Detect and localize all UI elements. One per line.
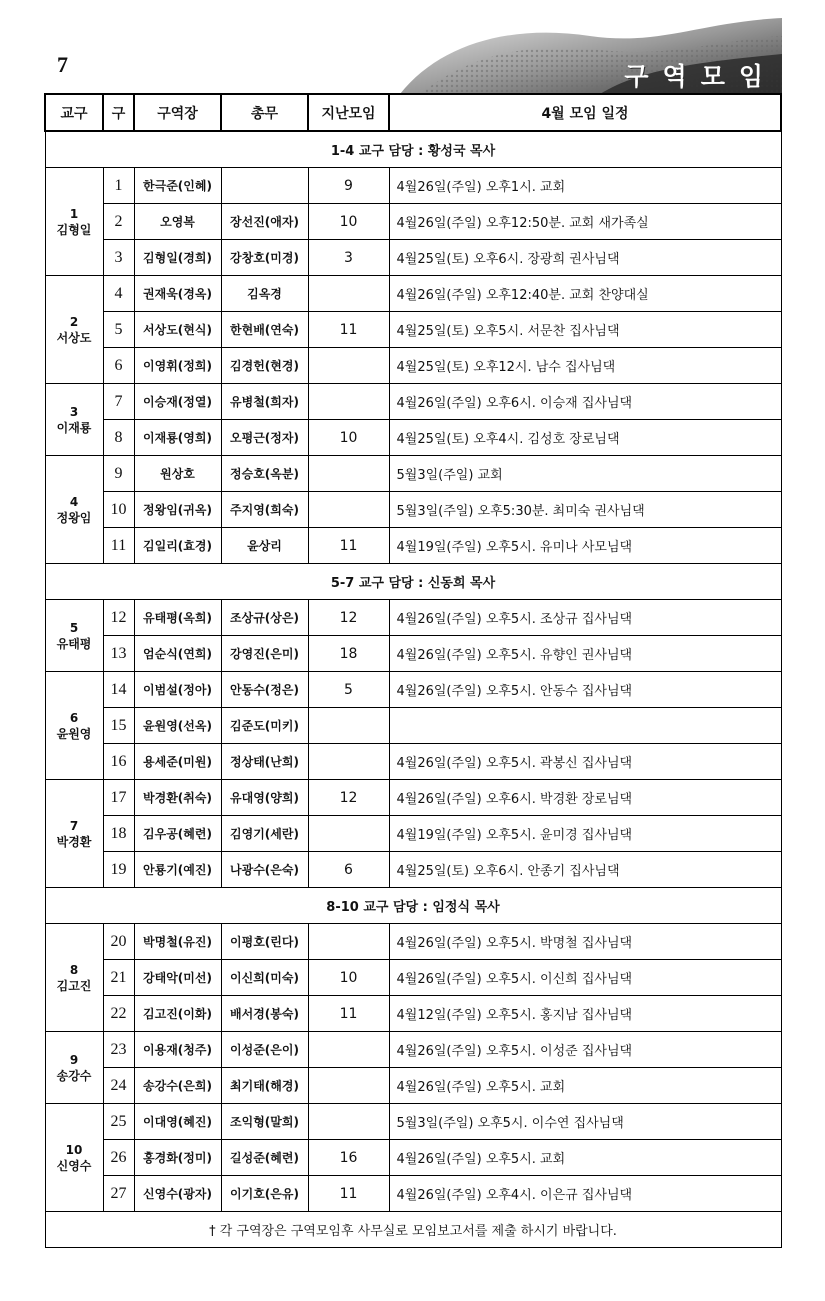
group-leader: 엄순식(연희) xyxy=(134,636,221,672)
group-number: 27 xyxy=(103,1176,134,1212)
group-number: 25 xyxy=(103,1104,134,1140)
district-number: 1 xyxy=(69,206,79,221)
district-cell xyxy=(45,168,103,276)
group-number: 16 xyxy=(103,744,134,780)
group-officer: 조상규(상은) xyxy=(221,600,308,636)
group-number: 26 xyxy=(103,1140,134,1176)
meeting-schedule: 4월26일(주일) 오후4시. 이은규 집사님댁 xyxy=(389,1176,781,1212)
group-officer: 강창호(미경) xyxy=(221,240,308,276)
meeting-schedule: 4월12일(주일) 오후5시. 홍지남 집사님댁 xyxy=(389,996,781,1032)
meeting-schedule: 4월26일(주일) 오후5시. 이성준 집사님댁 xyxy=(389,1032,781,1068)
meeting-schedule: 4월26일(주일) 오후6시. 이승재 집사님댁 xyxy=(389,384,781,420)
district-number: 9 xyxy=(69,1052,79,1067)
table-row xyxy=(45,528,781,564)
last-meeting-attendance: 11 xyxy=(308,528,389,564)
district-number: 10 xyxy=(65,1142,83,1157)
header-officer: 총무 xyxy=(221,94,308,131)
group-number: 2 xyxy=(103,204,134,240)
meeting-schedule: 4월19일(주일) 오후5시. 윤미경 집사님댁 xyxy=(389,816,781,852)
group-number: 6 xyxy=(103,348,134,384)
group-officer: 배서경(봉숙) xyxy=(221,996,308,1032)
group-number: 8 xyxy=(103,420,134,456)
page-number: 7 xyxy=(57,52,68,77)
group-number: 11 xyxy=(103,528,134,564)
meeting-schedule: 4월26일(주일) 오후5시. 안동수 집사님댁 xyxy=(389,672,781,708)
meeting-schedule xyxy=(389,708,781,744)
table-row xyxy=(45,708,781,744)
last-meeting-attendance: 12 xyxy=(308,600,389,636)
group-number: 1 xyxy=(103,168,134,204)
table-row xyxy=(45,168,781,204)
last-meeting-attendance xyxy=(308,1032,389,1068)
district-leader: 서상도 xyxy=(56,330,92,345)
table-row xyxy=(45,240,781,276)
group-officer xyxy=(221,168,308,204)
group-number: 19 xyxy=(103,852,134,888)
table-row xyxy=(45,960,781,996)
group-leader: 김우공(혜련) xyxy=(134,816,221,852)
district-cell xyxy=(45,276,103,384)
district-cell xyxy=(45,1104,103,1212)
table-row xyxy=(45,636,781,672)
district-cell xyxy=(45,600,103,672)
meeting-schedule: 4월26일(주일) 오후5시. 이신희 집사님댁 xyxy=(389,960,781,996)
group-officer: 강영진(은미) xyxy=(221,636,308,672)
table-row xyxy=(45,1068,781,1104)
group-leader: 이범설(정아) xyxy=(134,672,221,708)
table-row xyxy=(45,420,781,456)
group-officer: 이신희(미숙) xyxy=(221,960,308,996)
group-number: 17 xyxy=(103,780,134,816)
group-leader: 이용재(청주) xyxy=(134,1032,221,1068)
table-header-row xyxy=(45,94,781,131)
footer-row xyxy=(45,1212,781,1248)
meeting-schedule: 4월25일(토) 오후6시. 장광희 권사님댁 xyxy=(389,240,781,276)
group-leader: 윤원영(선옥) xyxy=(134,708,221,744)
district-leader: 신영수 xyxy=(56,1158,92,1173)
district-leader: 윤원영 xyxy=(56,726,92,741)
group-number: 18 xyxy=(103,816,134,852)
group-leader: 이재룡(영희) xyxy=(134,420,221,456)
district-cell xyxy=(45,456,103,564)
last-meeting-attendance: 11 xyxy=(308,1176,389,1212)
section-title: 5-7 교구 담당 : 신동희 목사 xyxy=(45,564,781,600)
district-cell xyxy=(45,672,103,780)
group-officer: 이기호(은유) xyxy=(221,1176,308,1212)
table-row xyxy=(45,204,781,240)
group-officer: 정승호(옥분) xyxy=(221,456,308,492)
last-meeting-attendance xyxy=(308,276,389,312)
meeting-schedule: 5월3일(주일) 교회 xyxy=(389,456,781,492)
table-row xyxy=(45,348,781,384)
last-meeting-attendance: 10 xyxy=(308,960,389,996)
footer-note: † 각 구역장은 구역모임후 사무실로 모임보고서를 제출 하시기 바랍니다. xyxy=(45,1212,781,1248)
table-row xyxy=(45,924,781,960)
group-officer: 길성준(혜련) xyxy=(221,1140,308,1176)
district-leader: 박경환 xyxy=(56,834,92,849)
group-leader: 이영휘(정희) xyxy=(134,348,221,384)
group-officer: 조익형(말희) xyxy=(221,1104,308,1140)
group-officer: 이평호(린다) xyxy=(221,924,308,960)
section-header-row xyxy=(45,888,781,924)
last-meeting-attendance: 12 xyxy=(308,780,389,816)
district-number: 4 xyxy=(69,494,79,509)
group-leader: 정왕임(귀옥) xyxy=(134,492,221,528)
group-leader: 오영복 xyxy=(134,204,221,240)
group-number: 24 xyxy=(103,1068,134,1104)
group-leader: 박명철(유진) xyxy=(134,924,221,960)
district-number: 5 xyxy=(69,620,79,635)
group-leader: 유태평(옥희) xyxy=(134,600,221,636)
district-leader: 김형일 xyxy=(56,222,92,237)
last-meeting-attendance xyxy=(308,456,389,492)
last-meeting-attendance: 10 xyxy=(308,204,389,240)
header-group-leader: 구역장 xyxy=(134,94,221,131)
group-officer: 이성준(은이) xyxy=(221,1032,308,1068)
last-meeting-attendance: 10 xyxy=(308,420,389,456)
district-cell xyxy=(45,384,103,456)
header-district: 교구 xyxy=(45,94,103,131)
last-meeting-attendance: 5 xyxy=(308,672,389,708)
group-officer: 안동수(정은) xyxy=(221,672,308,708)
district-meeting-table xyxy=(44,93,782,1248)
group-leader: 신영수(광자) xyxy=(134,1176,221,1212)
district-cell xyxy=(45,780,103,888)
group-leader: 송강수(은희) xyxy=(134,1068,221,1104)
last-meeting-attendance xyxy=(308,924,389,960)
group-leader: 박경환(취숙) xyxy=(134,780,221,816)
table-row xyxy=(45,492,781,528)
last-meeting-attendance xyxy=(308,816,389,852)
district-leader: 정왕임 xyxy=(56,510,92,525)
group-number: 13 xyxy=(103,636,134,672)
district-number: 7 xyxy=(69,818,79,833)
group-leader: 홍경화(정미) xyxy=(134,1140,221,1176)
table-row xyxy=(45,852,781,888)
group-number: 15 xyxy=(103,708,134,744)
district-cell xyxy=(45,1032,103,1104)
group-number: 21 xyxy=(103,960,134,996)
group-officer: 김영기(세란) xyxy=(221,816,308,852)
group-officer: 한현배(연숙) xyxy=(221,312,308,348)
meeting-schedule: 4월26일(주일) 오후5시. 조상규 집사님댁 xyxy=(389,600,781,636)
table-row xyxy=(45,1140,781,1176)
table-row xyxy=(45,1104,781,1140)
last-meeting-attendance: 16 xyxy=(308,1140,389,1176)
section-title: 8-10 교구 담당 : 임정식 목사 xyxy=(45,888,781,924)
meeting-schedule: 4월26일(주일) 오후1시. 교회 xyxy=(389,168,781,204)
meeting-schedule: 5월3일(주일) 오후5:30분. 최미숙 권사님댁 xyxy=(389,492,781,528)
group-leader: 원상호 xyxy=(134,456,221,492)
group-officer: 장선진(애자) xyxy=(221,204,308,240)
header-group: 구 xyxy=(103,94,134,131)
group-number: 7 xyxy=(103,384,134,420)
meeting-schedule: 4월26일(주일) 오후5시. 교회 xyxy=(389,1068,781,1104)
last-meeting-attendance: 11 xyxy=(308,996,389,1032)
table-row xyxy=(45,672,781,708)
district-leader: 이재룡 xyxy=(56,420,92,435)
group-leader: 김고진(이화) xyxy=(134,996,221,1032)
meeting-schedule: 4월25일(토) 오후6시. 안종기 집사님댁 xyxy=(389,852,781,888)
group-number: 12 xyxy=(103,600,134,636)
group-leader: 이대영(혜진) xyxy=(134,1104,221,1140)
group-number: 20 xyxy=(103,924,134,960)
group-officer: 오평근(정자) xyxy=(221,420,308,456)
group-officer: 나광수(은숙) xyxy=(221,852,308,888)
group-leader: 김형일(경희) xyxy=(134,240,221,276)
group-leader: 서상도(현식) xyxy=(134,312,221,348)
banner-title: 구역모임 xyxy=(624,62,777,91)
group-number: 14 xyxy=(103,672,134,708)
meeting-schedule: 4월26일(주일) 오후5시. 교회 xyxy=(389,1140,781,1176)
table-row xyxy=(45,744,781,780)
table-row xyxy=(45,600,781,636)
group-number: 9 xyxy=(103,456,134,492)
group-leader: 용세준(미원) xyxy=(134,744,221,780)
table-row xyxy=(45,276,781,312)
group-number: 3 xyxy=(103,240,134,276)
table-row xyxy=(45,996,781,1032)
table-row xyxy=(45,816,781,852)
header-last-meeting: 지난모임 xyxy=(308,94,389,131)
last-meeting-attendance xyxy=(308,708,389,744)
group-number: 4 xyxy=(103,276,134,312)
last-meeting-attendance: 18 xyxy=(308,636,389,672)
meeting-schedule: 5월3일(주일) 오후5시. 이수연 집사님댁 xyxy=(389,1104,781,1140)
group-number: 10 xyxy=(103,492,134,528)
table-row xyxy=(45,1176,781,1212)
last-meeting-attendance xyxy=(308,1068,389,1104)
district-leader: 유태평 xyxy=(56,636,92,651)
table-row xyxy=(45,780,781,816)
section-title: 1-4 교구 담당 : 황성국 목사 xyxy=(45,131,781,168)
group-leader: 강태악(미선) xyxy=(134,960,221,996)
group-leader: 이승재(정열) xyxy=(134,384,221,420)
header-april-schedule: 4월 모임 일정 xyxy=(389,94,781,131)
last-meeting-attendance xyxy=(308,744,389,780)
group-officer: 유병철(희자) xyxy=(221,384,308,420)
table-row xyxy=(45,456,781,492)
group-number: 5 xyxy=(103,312,134,348)
group-leader: 김일리(효경) xyxy=(134,528,221,564)
last-meeting-attendance xyxy=(308,492,389,528)
last-meeting-attendance: 9 xyxy=(308,168,389,204)
district-cell xyxy=(45,924,103,1032)
meeting-schedule: 4월19일(주일) 오후5시. 유미나 사모님댁 xyxy=(389,528,781,564)
district-leader: 송강수 xyxy=(56,1068,92,1083)
group-officer: 최기태(해경) xyxy=(221,1068,308,1104)
table-row xyxy=(45,1032,781,1068)
group-number: 22 xyxy=(103,996,134,1032)
group-officer: 김경헌(현경) xyxy=(221,348,308,384)
section-header-row xyxy=(45,564,781,600)
table-row xyxy=(45,384,781,420)
meeting-schedule: 4월25일(토) 오후4시. 김성호 장로님댁 xyxy=(389,420,781,456)
group-leader: 권재욱(경옥) xyxy=(134,276,221,312)
last-meeting-attendance: 11 xyxy=(308,312,389,348)
meeting-schedule: 4월25일(토) 오후5시. 서문찬 집사님댁 xyxy=(389,312,781,348)
table-row xyxy=(45,312,781,348)
group-officer: 유대영(양희) xyxy=(221,780,308,816)
district-number: 2 xyxy=(69,314,79,329)
group-officer: 주지영(희숙) xyxy=(221,492,308,528)
meeting-schedule: 4월26일(주일) 오후5시. 박명철 집사님댁 xyxy=(389,924,781,960)
group-officer: 윤상리 xyxy=(221,528,308,564)
meeting-schedule: 4월25일(토) 오후12시. 남수 집사님댁 xyxy=(389,348,781,384)
meeting-schedule: 4월26일(주일) 오후12:50분. 교회 새가족실 xyxy=(389,204,781,240)
group-officer: 정상태(난희) xyxy=(221,744,308,780)
district-number: 8 xyxy=(69,962,79,977)
meeting-schedule: 4월26일(주일) 오후12:40분. 교회 찬양대실 xyxy=(389,276,781,312)
group-number: 23 xyxy=(103,1032,134,1068)
last-meeting-attendance: 3 xyxy=(308,240,389,276)
section-header-row xyxy=(45,131,781,168)
district-number: 3 xyxy=(69,404,79,419)
group-officer: 김옥경 xyxy=(221,276,308,312)
district-leader: 김고진 xyxy=(56,978,92,993)
meeting-schedule: 4월26일(주일) 오후5시. 유향인 권사님댁 xyxy=(389,636,781,672)
district-number: 6 xyxy=(69,710,79,725)
last-meeting-attendance xyxy=(308,1104,389,1140)
last-meeting-attendance: 6 xyxy=(308,852,389,888)
group-leader: 안룡기(예진) xyxy=(134,852,221,888)
last-meeting-attendance xyxy=(308,384,389,420)
meeting-schedule: 4월26일(주일) 오후6시. 박경환 장로님댁 xyxy=(389,780,781,816)
group-leader: 한극준(인혜) xyxy=(134,168,221,204)
last-meeting-attendance xyxy=(308,348,389,384)
meeting-schedule: 4월26일(주일) 오후5시. 곽봉신 집사님댁 xyxy=(389,744,781,780)
group-officer: 김준도(미키) xyxy=(221,708,308,744)
